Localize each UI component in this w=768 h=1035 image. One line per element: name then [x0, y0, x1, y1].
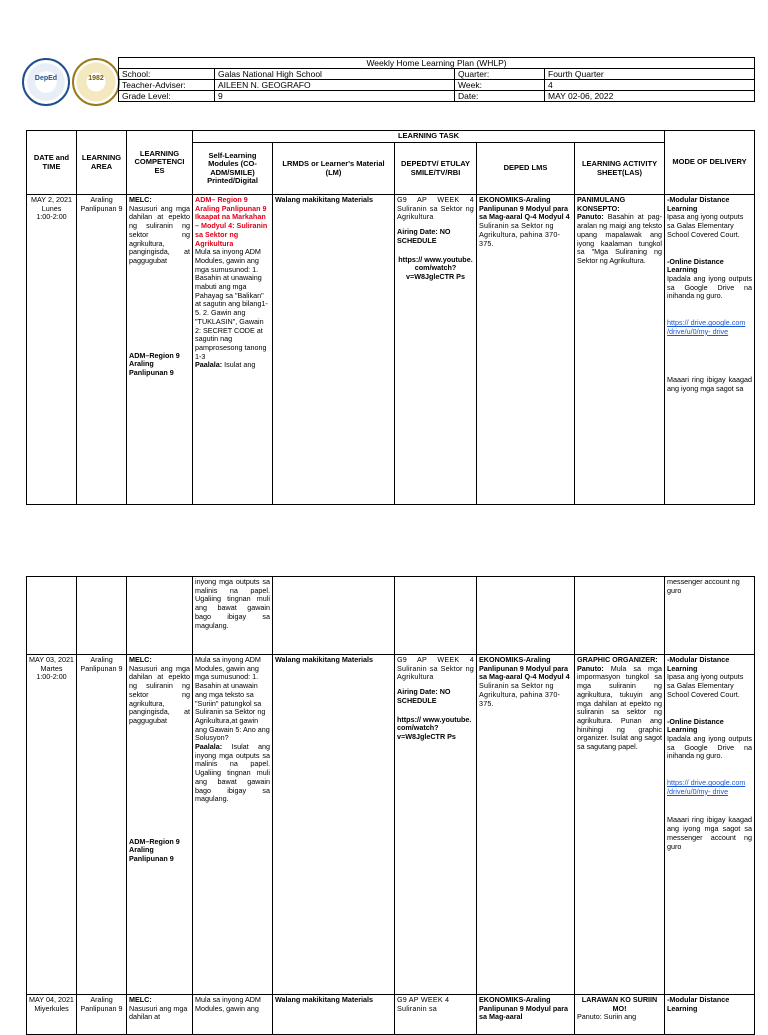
competency-cell: MELC: Nasusuri ang mga dahilan at epekto ng suliranin ng sektor ng agrikultura, pangingisda, at paggugubat ADM–Region 9 Araling Panlipunan 9 [127, 195, 193, 505]
google-drive-link[interactable]: https:// drive.google.com /drive/u/0/my- drive [667, 778, 746, 796]
competency-cell: MELC: Nasusuri ang mga dahilan at [127, 995, 193, 1035]
slm-cell: Mula sa inyong ADM Modules, gawin ang mga sumusunod: 1. Basahin at unawain ang mga teksto sa "Suriin" patungkol sa Suliranin sa Sektor ng Agrikultura,at gawin ang Gawain 5: Ano ang Solusyon? Paalala: Isulat ang inyong mga outputs sa malinis na papel. Ugaliing tingnan muli ang bawat gawain bago ibigay sa magulang. [193, 655, 273, 995]
table-row [27, 577, 755, 655]
lms-cell: EKONOMIKS-Araling Panlipunan 9 Modyul para sa Mag-aaral Q-4 Modyul 4 Suliranin sa Sektor ng Agrikultura, pahina 370-375. [477, 655, 575, 995]
adviser-label: Teacher-Adviser: [119, 80, 215, 91]
col-self-learning-modules: Self-Learning Modules (CO-ADM/SMILE) Printed/Digital [193, 143, 273, 195]
competency-cell: MELC: Nasusuri ang mga dahilan at epekto ng suliranin ng sektor ng agrikultura, pangingisda, at paggugubat ADM–Region 9 Araling Panlipunan 9 [127, 655, 193, 995]
school-seal-logo: 1982 [72, 58, 120, 106]
mode-cell: -Modular Distance Learning [665, 995, 755, 1035]
lms-cell: EKONOMIKS-Araling Panlipunan 9 Modyul para sa Mag-aaral Q-4 Modyul 4 Suliranin sa Sektor ng Agrikultura, pahina 370-375. [477, 195, 575, 505]
lrmds-cell: Walang makikitang Materials [273, 995, 395, 1035]
date-cell: MAY 2, 2021 Lunes 1:00-2:00 [27, 195, 77, 505]
week-value: 4 [545, 80, 755, 91]
col-learning-area: LEARNING AREA [77, 131, 127, 195]
lrmds-cell: Walang makikitang Materials [273, 195, 395, 505]
las-cell: PANIMULANG KONSEPTO: Panuto: Basahin at pag-aralan ng maigi ang teksto upang mapalawak ang iyong kaalaman tungkol sa "Mga Suliraning ng Sektor ng Agrikultura. [575, 195, 665, 505]
depedtv-cell: G9 AP WEEK 4 Suliranin sa Sektor ng Agrikultura Airing Date: NO SCHEDULE https:// www.youtube. com/watch? v=W8JgleCTR Ps [395, 655, 477, 995]
table-row [27, 195, 755, 505]
date-label: Date: [455, 91, 545, 102]
mode-continuation: messenger account ng guro [665, 577, 755, 655]
school-value: Galas National High School [215, 69, 455, 80]
learning-area-cell: Araling Panlipunan 9 [77, 655, 127, 995]
learning-area-cell: Araling Panlipunan 9 [77, 195, 127, 505]
slm-continuation: inyong mga outputs sa malinis na papel. Ugaliing tingnan muli ang bawat gawain bago ibigay sa magulang. [193, 577, 273, 655]
col-mode-of-delivery: MODE OF DELIVERY [665, 131, 755, 195]
date-cell: MAY 04, 2021 Miyerkules [27, 995, 77, 1035]
date-value: MAY 02-06, 2022 [545, 91, 755, 102]
week-label: Week: [455, 80, 545, 91]
adviser-value: AILEEN N. GEOGRAFO [215, 80, 455, 91]
col-las: LEARNING ACTIVITY SHEET(LAS) [575, 143, 665, 195]
google-drive-link[interactable]: https:// drive.google.com /drive/u/0/my- drive [667, 318, 746, 336]
slm-cell: ADM– Region 9 Araling Panlipunan 9 Ikaapat na Markahan – Modyul 4: Suliranin sa Sektor ng Agrikultura Mula sa inyong ADM Modules, gawin ang mga sumusunod: 1. Basahin at unawaing mabuti ang mga Pahayag sa "Balikan" at sagutin ang bilang1-5. 2. Gawin ang "TUKLASIN", Gawain 2: SECRET CODE at sagutin nag pamprosesong tanong 1-3 Paalala: Isulat ang [193, 195, 273, 505]
weekly-plan-table-page1 [26, 130, 755, 505]
lrmds-cell: Walang makikitang Materials [273, 655, 395, 995]
weekly-plan-table-page2 [26, 576, 755, 995]
weekly-plan-table-page3 [26, 994, 755, 1035]
table-row [27, 995, 755, 1035]
deped-seal-logo: DepEd [22, 58, 70, 106]
grade-value: 9 [215, 91, 455, 102]
youtube-link[interactable]: https:// www.youtube. com/watch? v=W8JgleCTR Ps [397, 714, 472, 741]
lms-cell: EKONOMIKS-Araling Panlipunan 9 Modyul para sa Mag-aaral [477, 995, 575, 1035]
las-cell: GRAPHIC ORGANIZER: Panuto: Mula sa mga impormasyon tungkol sa mga suliranin ng agrikultura, tukuyin ang mga dahilan at epekto ng suliranin sa sektor ng agrikultura. Punan ang hinihingi ng graphic organizer. Isulat ang sagot sa sagutang papel. [575, 655, 665, 995]
depedtv-cell: G9 AP WEEK 4 Suliranin sa Sektor ng Agrikultura Airing Date: NO SCHEDULE https:// www.youtube. com/watch? v=W8JgleCTR Ps [395, 195, 477, 505]
header-info-table [118, 57, 755, 102]
depedtv-cell: G9 AP WEEK 4 Suliranin sa [395, 995, 477, 1035]
col-deped-lms: DEPED LMS [477, 143, 575, 195]
grade-label: Grade Level: [119, 91, 215, 102]
col-depedtv: DEPEDTV/ ETULAY SMILE/TV/RBI [395, 143, 477, 195]
col-learning-task: LEARNING TASK [193, 131, 665, 143]
learning-area-cell: Araling Panlipunan 9 [77, 995, 127, 1035]
las-cell: LARAWAN KO SURIIN MO! Panuto: Suriin ang [575, 995, 665, 1035]
quarter-value: Fourth Quarter [545, 69, 755, 80]
quarter-label: Quarter: [455, 69, 545, 80]
school-label: School: [119, 69, 215, 80]
mode-cell: -Modular Distance Learning Ipasa ang iyong outputs sa Galas Elementary School Covered Court. -Online Distance Learning Ipadala ang iyong outputs sa Google Drive na inihanda ng guro. https:// drive.google.com /drive/u/0/my- drive Maaari ring ibigay kaagad ang iyong mga sagot sa messenger account ng guro [665, 655, 755, 995]
col-competencies: LEARNING COMPETENCI ES [127, 131, 193, 195]
col-date-time: DATE and TIME [27, 131, 77, 195]
col-lrmds: LRMDS or Learner's Material (LM) [273, 143, 395, 195]
plan-title: Weekly Home Learning Plan (WHLP) [119, 58, 755, 69]
mode-cell: -Modular Distance Learning Ipasa ang iyong outputs sa Galas Elementary School Covered Court. -Online Distance Learning Ipadala ang iyong outputs sa Google Drive na inihanda ng guro. https:// drive.google.com /drive/u/0/my- drive Maaari ring ibigay kaagad ang iyong mga sagot sa [665, 195, 755, 505]
table-row [27, 655, 755, 995]
slm-cell: Mula sa inyong ADM Modules, gawin ang [193, 995, 273, 1035]
youtube-link[interactable]: https:// www.youtube. com/watch? v=W8JgleCTR Ps [398, 254, 473, 281]
date-cell: MAY 03, 2021 Martes 1:00-2:00 [27, 655, 77, 995]
